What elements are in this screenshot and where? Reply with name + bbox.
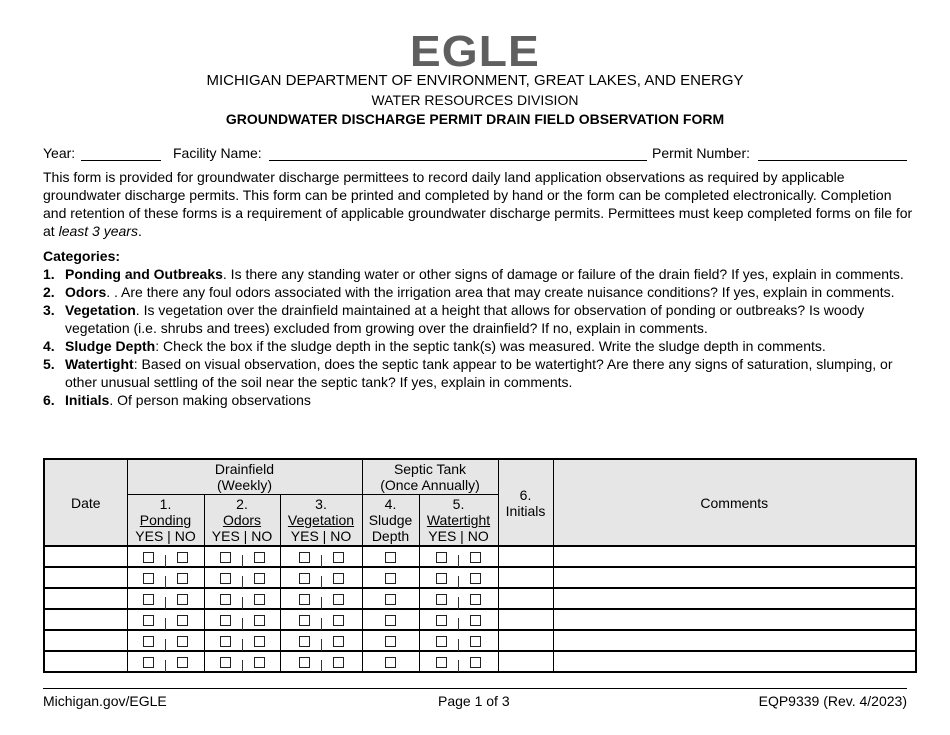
odors-cell — [204, 630, 280, 651]
initials-cell[interactable] — [498, 609, 553, 630]
watertight-yes-checkbox[interactable] — [436, 552, 447, 563]
table-row — [44, 567, 916, 588]
ponding-no-checkbox[interactable] — [177, 594, 188, 605]
watertight-yes-checkbox[interactable] — [436, 657, 447, 668]
vegetation-cell — [280, 567, 362, 588]
odors-no-checkbox[interactable] — [254, 594, 265, 605]
odors-yes-checkbox[interactable] — [220, 657, 231, 668]
odors-yes-checkbox[interactable] — [220, 615, 231, 626]
department-name: MICHIGAN DEPARTMENT OF ENVIRONMENT, GREAT LAKES, AND ENERGY — [206, 72, 744, 89]
category-item: 1. Ponding and Outbreaks. Is there any standing water or other signs of damage or failure of the drain field? If yes, explain in comments. — [43, 266, 904, 282]
footer-form-id: EQP9339 (Rev. 4/2023) — [758, 693, 907, 709]
divider — [242, 660, 243, 672]
year-field[interactable] — [81, 160, 161, 161]
date-cell[interactable] — [44, 651, 127, 672]
date-cell[interactable] — [44, 567, 127, 588]
divider — [321, 597, 322, 609]
vegetation-cell — [280, 630, 362, 651]
watertight-cell — [419, 567, 498, 588]
divider — [321, 576, 322, 588]
vegetation-cell — [280, 546, 362, 567]
year-label: Year: — [43, 145, 76, 161]
watertight-cell — [419, 630, 498, 651]
date-cell[interactable] — [44, 630, 127, 651]
comments-cell[interactable] — [553, 588, 916, 609]
divider — [242, 639, 243, 651]
form-title: GROUNDWATER DISCHARGE PERMIT DRAIN FIELD OBSERVATION FORM — [225, 111, 725, 127]
sludge-depth-cell — [362, 609, 419, 630]
odors-cell — [204, 609, 280, 630]
page-footer — [43, 688, 907, 711]
watertight-yes-checkbox[interactable] — [436, 615, 447, 626]
divider — [165, 576, 166, 588]
septic-tank-header: Septic Tank (Once Annually) — [362, 459, 498, 494]
sludge-depth-checkbox[interactable] — [385, 552, 396, 563]
table-row — [44, 546, 916, 567]
divider — [165, 618, 166, 630]
category-item: 4. Sludge Depth: Check the box if the sludge depth in the septic tank(s) was measured. Write the sludge depth in comments. — [43, 338, 826, 354]
divider — [242, 597, 243, 609]
observation-table — [43, 458, 917, 673]
vegetation-yes-checkbox[interactable] — [299, 594, 310, 605]
divider — [165, 555, 166, 567]
comments-header: Comments — [553, 459, 916, 546]
divider — [458, 639, 459, 651]
vegetation-cell — [280, 651, 362, 672]
sludge-depth-checkbox[interactable] — [385, 594, 396, 605]
comments-cell[interactable] — [553, 651, 916, 672]
table-row — [44, 651, 916, 672]
permit-number-field[interactable] — [758, 160, 907, 161]
watertight-no-checkbox[interactable] — [470, 636, 481, 647]
watertight-yes-checkbox[interactable] — [436, 573, 447, 584]
watertight-cell — [419, 588, 498, 609]
watertight-yes-checkbox[interactable] — [436, 636, 447, 647]
form-header-fields — [43, 145, 907, 163]
ponding-yes-checkbox[interactable] — [143, 594, 154, 605]
vegetation-no-checkbox[interactable] — [333, 594, 344, 605]
sludge-depth-checkbox[interactable] — [385, 636, 396, 647]
odors-no-checkbox[interactable] — [254, 615, 265, 626]
odors-header: 2. Odors YES | NO — [204, 494, 280, 546]
divider — [321, 555, 322, 567]
ponding-cell — [127, 567, 204, 588]
vegetation-header: 3. Vegetation YES | NO — [280, 494, 362, 546]
ponding-yes-checkbox[interactable] — [143, 657, 154, 668]
ponding-cell — [127, 546, 204, 567]
ponding-yes-checkbox[interactable] — [143, 636, 154, 647]
divider — [458, 555, 459, 567]
initials-cell[interactable] — [498, 651, 553, 672]
divider — [321, 660, 322, 672]
sludge-depth-checkbox[interactable] — [385, 615, 396, 626]
initials-cell[interactable] — [498, 588, 553, 609]
initials-header: 6. Initials — [498, 459, 553, 546]
table-row — [44, 588, 916, 609]
facility-name-field[interactable] — [269, 160, 647, 161]
divider — [458, 618, 459, 630]
odors-cell — [204, 567, 280, 588]
divider — [165, 597, 166, 609]
sludge-depth-header: 4. Sludge Depth — [362, 494, 419, 546]
comments-cell[interactable] — [553, 546, 916, 567]
intro-paragraph: This form is provided for groundwater discharge permittees to record daily land application observations as required by applicable groundwater discharge permits. This form can be printed and completed by hand or the form can be completed electronically. Completion and retention of these forms is a requirement of applicable groundwater discharge permits. Permittees must keep completed forms on file for at least 3 years. — [43, 169, 913, 239]
sludge-depth-cell — [362, 651, 419, 672]
vegetation-cell — [280, 588, 362, 609]
odors-yes-checkbox[interactable] — [220, 594, 231, 605]
watertight-no-checkbox[interactable] — [470, 594, 481, 605]
vegetation-no-checkbox[interactable] — [333, 552, 344, 563]
ponding-cell — [127, 630, 204, 651]
vegetation-no-checkbox[interactable] — [333, 573, 344, 584]
odors-no-checkbox[interactable] — [254, 636, 265, 647]
vegetation-yes-checkbox[interactable] — [299, 657, 310, 668]
ponding-cell — [127, 588, 204, 609]
ponding-no-checkbox[interactable] — [177, 615, 188, 626]
odors-yes-checkbox[interactable] — [220, 552, 231, 563]
category-item: 3. Vegetation. Is vegetation over the drainfield maintained at a height that allows for observation of ponding or outbreaks? Is woody vegetation (i.e. shrubs and trees) excluded from growing over the drainfield? If no, explain in comments. — [43, 302, 865, 336]
permit-number-label: Permit Number: — [652, 145, 751, 161]
odors-cell — [204, 651, 280, 672]
categories-list — [43, 247, 913, 409]
vegetation-cell — [280, 609, 362, 630]
vegetation-no-checkbox[interactable] — [333, 657, 344, 668]
odors-no-checkbox[interactable] — [254, 552, 265, 563]
ponding-cell — [127, 651, 204, 672]
ponding-yes-checkbox[interactable] — [143, 615, 154, 626]
drainfield-header: Drainfield (Weekly) — [127, 459, 362, 494]
date-cell[interactable] — [44, 588, 127, 609]
comments-cell[interactable] — [553, 567, 916, 588]
categories-title: Categories: — [43, 248, 121, 264]
divider — [242, 576, 243, 588]
egle-logo: EGLE — [409, 27, 540, 76]
odors-yes-checkbox[interactable] — [220, 636, 231, 647]
category-item: 5. Watertight: Based on visual observation, does the septic tank appear to be watertight? Are there any signs of saturation, slumping, or other unusual settling of the soil near the septic tank? If yes, explain in comments. — [43, 356, 893, 390]
sludge-depth-cell — [362, 546, 419, 567]
division-name: WATER RESOURCES DIVISION — [371, 92, 579, 108]
odors-no-checkbox[interactable] — [254, 573, 265, 584]
date-header: Date — [44, 459, 127, 546]
vegetation-yes-checkbox[interactable] — [299, 615, 310, 626]
watertight-cell — [419, 609, 498, 630]
vegetation-yes-checkbox[interactable] — [299, 636, 310, 647]
sludge-depth-cell — [362, 588, 419, 609]
initials-cell[interactable] — [498, 630, 553, 651]
divider — [458, 597, 459, 609]
sludge-depth-cell — [362, 567, 419, 588]
date-cell[interactable] — [44, 609, 127, 630]
odors-cell — [204, 546, 280, 567]
vegetation-no-checkbox[interactable] — [333, 615, 344, 626]
date-cell[interactable] — [44, 546, 127, 567]
vegetation-yes-checkbox[interactable] — [299, 573, 310, 584]
comments-cell[interactable] — [553, 609, 916, 630]
sludge-depth-cell — [362, 630, 419, 651]
divider — [242, 555, 243, 567]
odors-cell — [204, 588, 280, 609]
ponding-cell — [127, 609, 204, 630]
watertight-cell — [419, 546, 498, 567]
table-row — [44, 609, 916, 630]
initials-cell[interactable] — [498, 546, 553, 567]
divider — [165, 639, 166, 651]
ponding-no-checkbox[interactable] — [177, 657, 188, 668]
ponding-no-checkbox[interactable] — [177, 552, 188, 563]
ponding-no-checkbox[interactable] — [177, 636, 188, 647]
table-row — [44, 630, 916, 651]
initials-cell[interactable] — [498, 567, 553, 588]
ponding-yes-checkbox[interactable] — [143, 573, 154, 584]
odors-no-checkbox[interactable] — [254, 657, 265, 668]
divider — [458, 576, 459, 588]
watertight-no-checkbox[interactable] — [470, 552, 481, 563]
divider — [458, 660, 459, 672]
divider — [242, 618, 243, 630]
watertight-cell — [419, 651, 498, 672]
ponding-yes-checkbox[interactable] — [143, 552, 154, 563]
watertight-no-checkbox[interactable] — [470, 573, 481, 584]
vegetation-yes-checkbox[interactable] — [299, 552, 310, 563]
watertight-no-checkbox[interactable] — [470, 657, 481, 668]
odors-yes-checkbox[interactable] — [220, 573, 231, 584]
facility-name-label: Facility Name: — [173, 145, 262, 161]
footer-page-number: Page 1 of 3 — [438, 693, 510, 709]
divider — [165, 660, 166, 672]
footer-website: Michigan.gov/EGLE — [43, 693, 167, 709]
sludge-depth-checkbox[interactable] — [385, 573, 396, 584]
category-item: 2. Odors. . Are there any foul odors associated with the irrigation area that may create nuisance conditions? If yes, explain in comments. — [43, 284, 895, 300]
comments-cell[interactable] — [553, 630, 916, 651]
divider — [321, 618, 322, 630]
watertight-no-checkbox[interactable] — [470, 615, 481, 626]
category-item: 6. Initials. Of person making observations — [43, 392, 311, 408]
vegetation-no-checkbox[interactable] — [333, 636, 344, 647]
ponding-no-checkbox[interactable] — [177, 573, 188, 584]
ponding-header: 1. Ponding YES | NO — [127, 494, 204, 546]
sludge-depth-checkbox[interactable] — [385, 657, 396, 668]
watertight-yes-checkbox[interactable] — [436, 594, 447, 605]
divider — [321, 639, 322, 651]
watertight-header: 5. Watertight YES | NO — [419, 494, 498, 546]
